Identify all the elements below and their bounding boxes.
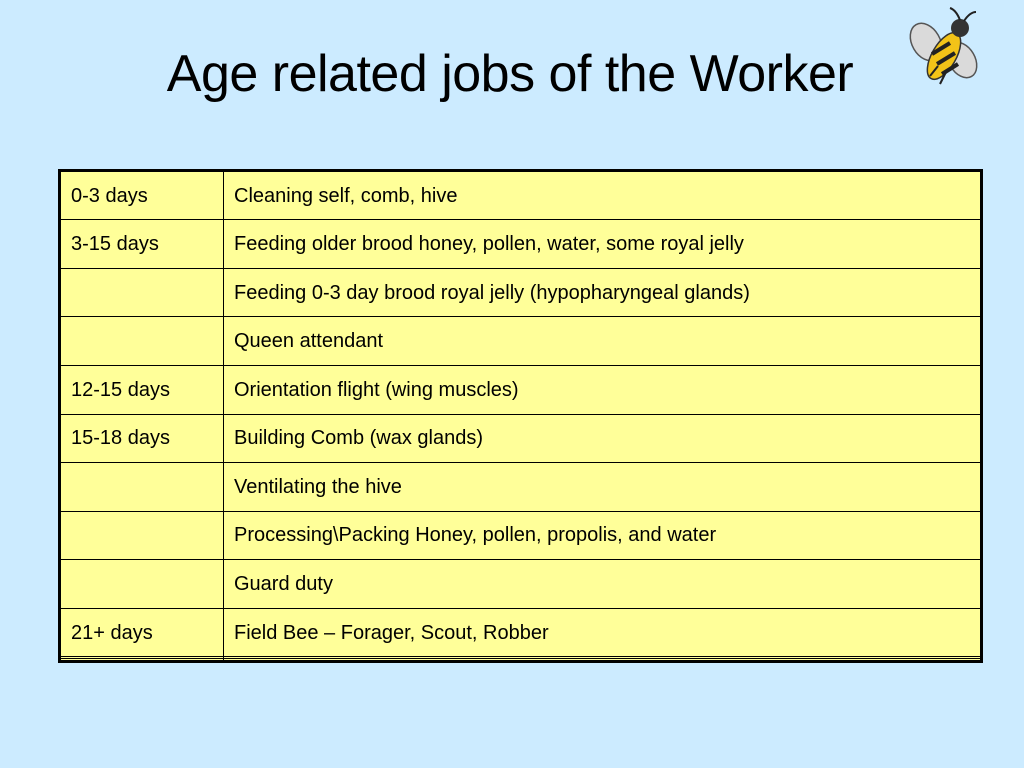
job-cell: Cleaning self, comb, hive [224,172,981,220]
bee-icon [904,4,984,94]
job-cell [224,659,981,660]
table-row [61,659,980,660]
table-row [61,511,980,560]
age-cell: 12-15 days [61,365,224,414]
age-cell [61,659,224,660]
table-row [61,317,980,366]
table-row [61,608,980,657]
age-cell: 3-15 days [61,220,224,269]
age-cell: 0-3 days [61,172,224,220]
job-cell: Guard duty [224,560,981,609]
age-cell [61,317,224,366]
table-row [61,414,980,463]
job-cell: Field Bee – Forager, Scout, Robber [224,608,981,657]
table-row [61,365,980,414]
job-cell: Feeding 0-3 day brood royal jelly (hypopharyngeal glands) [224,268,981,317]
jobs-table-frame [58,169,983,663]
jobs-table [61,172,980,660]
job-cell: Orientation flight (wing muscles) [224,365,981,414]
job-cell: Processing\Packing Honey, pollen, propolis, and water [224,511,981,560]
job-cell: Ventilating the hive [224,463,981,512]
job-cell: Building Comb (wax glands) [224,414,981,463]
age-cell [61,560,224,609]
job-cell: Queen attendant [224,317,981,366]
bee-head [951,19,969,37]
bee-antenna [964,12,976,21]
age-cell [61,463,224,512]
age-cell [61,268,224,317]
table-row [61,463,980,512]
age-cell [61,511,224,560]
age-cell: 15-18 days [61,414,224,463]
table-row [61,220,980,269]
bee-antenna [950,8,960,20]
table-row [61,172,980,220]
table-row [61,268,980,317]
slide-title: Age related jobs of the Worker [166,45,854,103]
job-cell: Feeding older brood honey, pollen, water, some royal jelly [224,220,981,269]
age-cell: 21+ days [61,608,224,657]
table-row [61,560,980,609]
